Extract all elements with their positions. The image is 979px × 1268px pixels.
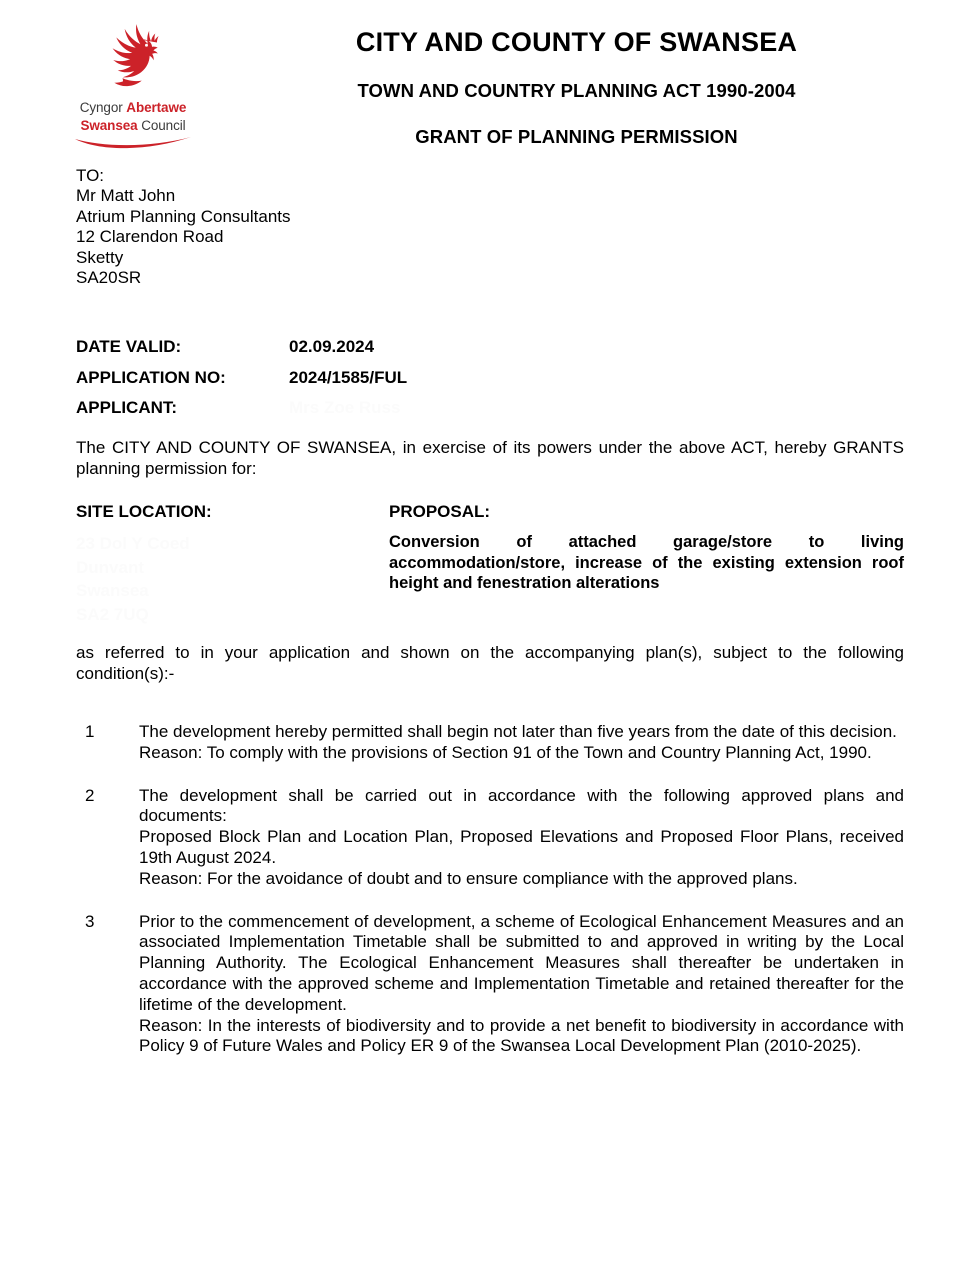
page-title: CITY AND COUNTY OF SWANSEA: [355, 27, 798, 57]
addressee-district: Sketty: [76, 247, 124, 267]
document-type-subtitle: GRANT OF PLANNING PERMISSION: [415, 126, 738, 147]
addressee-company: Atrium Planning Consultants: [76, 206, 291, 226]
condition-item: [76, 722, 904, 764]
addressee-to-label: TO:: [76, 166, 105, 185]
logo-word-council: Council: [141, 118, 186, 133]
swansea-phoenix-icon: [94, 24, 172, 98]
condition-item: [76, 786, 904, 890]
logo-word-cyngor: Cyngor: [79, 100, 123, 115]
proposal-heading: PROPOSAL:: [389, 502, 491, 521]
application-no-value: 2024/1585/FUL: [289, 367, 408, 387]
condition-body: [139, 786, 904, 890]
proposal-column: [389, 501, 904, 594]
condition-body: [139, 722, 904, 764]
meta-row-application-no: [76, 363, 596, 394]
site-address-line-3: Swansea: [76, 581, 149, 600]
applicant-value-redacted: Mrs Zoe Russ: [289, 398, 401, 417]
date-valid-label: DATE VALID:: [76, 337, 182, 356]
addressee-street: 12 Clarendon Road: [76, 227, 224, 247]
grants-paragraph: The CITY AND COUNTY OF SWANSEA, in exercise of its powers under the above ACT, hereby GRANTS planning permission for:: [76, 438, 904, 478]
site-location-column: [76, 501, 376, 626]
condition-item: [76, 912, 904, 1058]
logo-swoosh-icon: [73, 135, 193, 151]
condition-number: 3: [85, 911, 95, 931]
logo-wordmark-line-2: [57, 118, 209, 134]
site-address-line-1: 23 Dol Y Coed: [76, 534, 190, 553]
condition-paragraph: The development shall be carried out in accordance with the following approved plans and documents:: [139, 785, 904, 826]
condition-paragraph: Prior to the commencement of development, a scheme of Ecological Enhancement Measures and an associated Implementation Timetable shall be submitted to and approved in writing by the Local Planning Authority. The Ecological Enhancement Measures shall thereafter be undertaken in accordance with the approved scheme and Implementation Timetable and retained thereafter for the lifetime of the development.: [139, 911, 904, 1014]
addressee-name: Mr Matt John: [76, 186, 176, 206]
applicant-label: APPLICANT:: [76, 398, 178, 417]
logo-word-abertawe: Abertawe: [126, 100, 187, 115]
date-valid-value: 02.09.2024: [289, 337, 375, 356]
addressee-block: [76, 166, 291, 288]
addressee-postcode: SA20SR: [76, 268, 142, 288]
condition-body: [139, 912, 904, 1058]
logo-wordmark-line-1: [57, 100, 209, 116]
application-no-label: APPLICATION NO:: [76, 367, 226, 387]
condition-number: 1: [85, 722, 95, 741]
application-meta-block: [76, 332, 596, 424]
council-logo: [57, 24, 209, 156]
document-title-block: [214, 26, 939, 148]
condition-number: 2: [85, 785, 95, 805]
proposal-description: Conversion of attached garage/store to living accommodation/store, increase of the existing extension roof height and fenestration alterations: [389, 533, 904, 592]
condition-paragraph: The development hereby permitted shall begin not later than five years from the date of this decision.: [139, 722, 897, 741]
meta-row-date-valid: [76, 332, 596, 363]
condition-paragraph: Reason: For the avoidance of doubt and to ensure compliance with the approved plans.: [139, 868, 798, 888]
meta-row-applicant: [76, 393, 596, 424]
site-address-line-4: SA2 7UQ: [76, 604, 149, 624]
condition-paragraph: Reason: To comply with the provisions of Section 91 of the Town and Country Planning Act, 1990.: [139, 742, 872, 762]
referred-paragraph: as referred to in your application and shown on the accompanying plan(s), subject to the following condition(s):-: [76, 643, 904, 683]
site-address-line-2: Dunvant: [76, 557, 144, 577]
site-address-redacted: [76, 532, 376, 626]
condition-paragraph: Reason: In the interests of biodiversity and to provide a net benefit to biodiversity in accordance with Policy 9 of Future Wales and Policy ER 9 of the Swansea Local Development Plan (2010-2025).: [139, 1015, 904, 1056]
document-act-subtitle: TOWN AND COUNTRY PLANNING ACT 1990-2004: [357, 80, 796, 101]
logo-word-swansea: Swansea: [80, 118, 138, 133]
condition-paragraph: Proposed Block Plan and Location Plan, Proposed Elevations and Proposed Floor Plans, received 19th August 2024.: [139, 827, 904, 867]
conditions-list: [76, 722, 904, 1057]
document-header: [0, 0, 979, 158]
site-location-heading: SITE LOCATION:: [76, 502, 212, 521]
